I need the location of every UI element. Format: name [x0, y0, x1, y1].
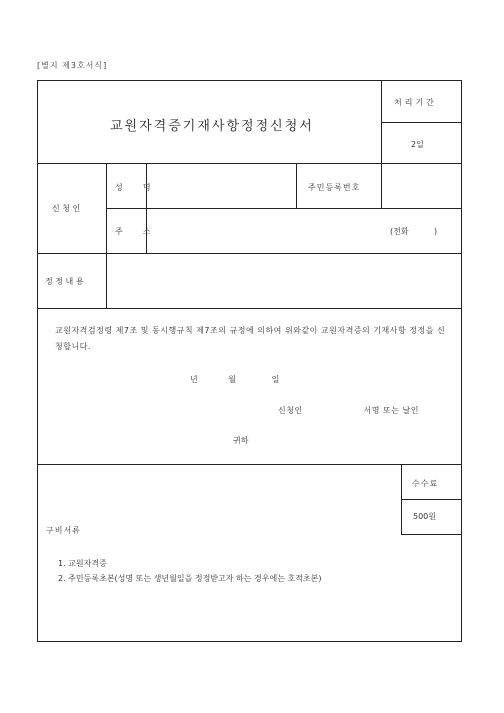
divider — [106, 208, 461, 209]
processing-period-value: 2일 — [411, 140, 424, 149]
statement-body: 교원자격검정령 제7조 및 동시행규칙 제7조의 규정에 의하여 위와같이 교원자격증의 기재사항 정정을 신청합니다. — [55, 326, 446, 351]
fee-label: 수수료 — [412, 479, 439, 488]
divider — [38, 253, 461, 254]
divider — [296, 163, 297, 208]
form-title: 교원자격증기재사항정정신청서 — [110, 119, 314, 134]
id-number-label: 주민등록번호 — [308, 183, 361, 192]
required-documents-label: 구비서류 — [46, 526, 81, 535]
document-item: 1. 교원자격증 — [58, 559, 107, 568]
processing-period-label: 처리기간 — [394, 98, 437, 107]
divider — [106, 163, 107, 308]
divider — [146, 163, 147, 253]
divider — [401, 464, 402, 534]
divider — [38, 163, 461, 164]
application-form — [37, 80, 462, 642]
correction-content-label: 정 정 내 용 — [45, 277, 84, 286]
divider — [38, 464, 461, 465]
signer-line: 신청인 서명 또는 날인 — [278, 406, 419, 415]
divider — [401, 499, 461, 500]
recipient: 귀하 — [233, 436, 249, 445]
document-item: 2. 주민등록초본(성명 또는 생년월일을 정정받고자 하는 경우에는 호적초본) — [58, 574, 322, 583]
divider — [401, 534, 461, 535]
fee-value: 500원 — [413, 512, 436, 521]
address-label: 주 소 — [115, 227, 153, 236]
name-label: 성 명 — [115, 183, 153, 192]
form-reference: [별지 제3호서식] — [37, 61, 108, 70]
divider — [38, 308, 461, 309]
date-line: 년 월 일 — [190, 375, 280, 384]
divider — [381, 81, 382, 163]
divider — [381, 122, 461, 123]
applicant-section-label: 신 청 인 — [52, 204, 81, 213]
divider — [381, 163, 382, 208]
phone-label: (전화 ) — [390, 227, 438, 236]
